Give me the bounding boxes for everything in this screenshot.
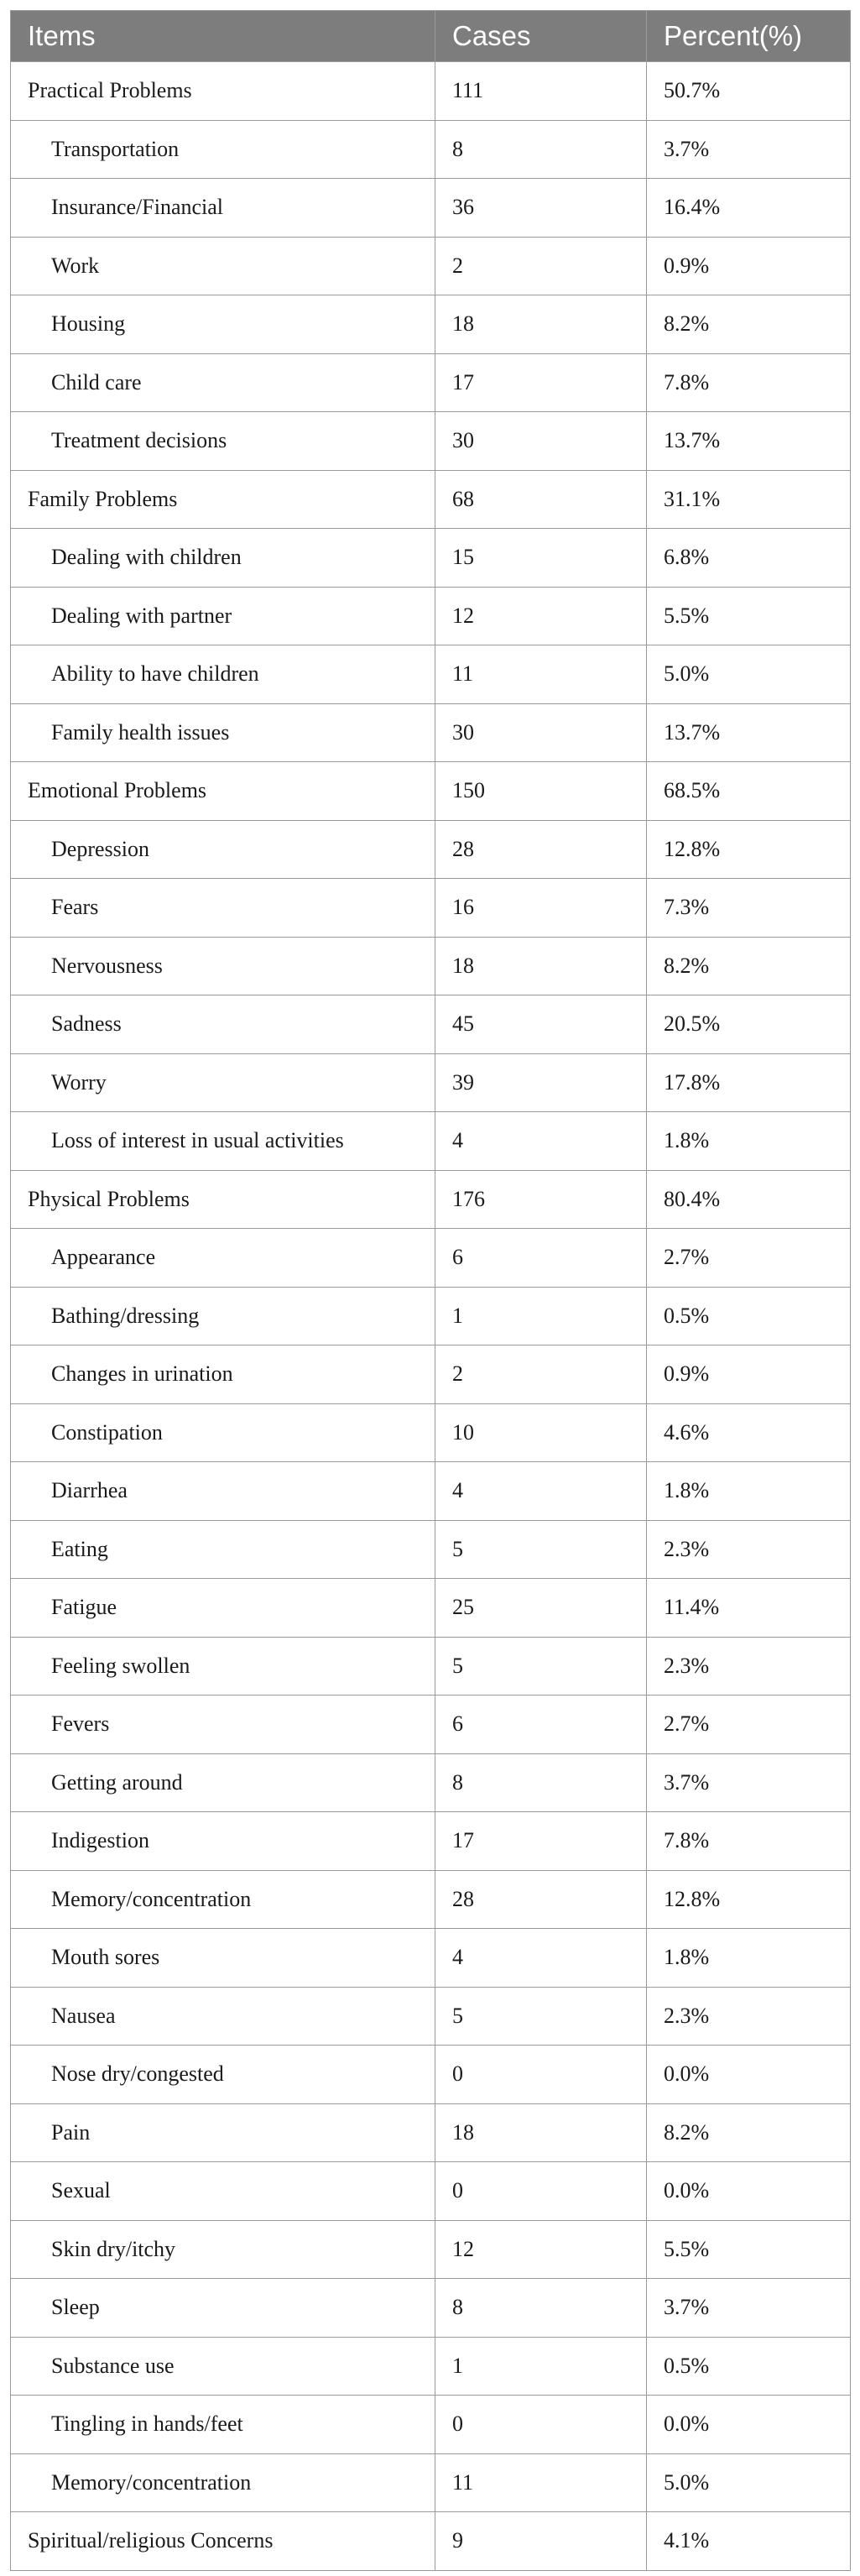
- cases-cell: 11: [435, 645, 647, 704]
- percent-cell: 31.1%: [647, 470, 851, 529]
- subitem-label: Dealing with partner: [11, 587, 435, 645]
- cases-cell: 0: [435, 2396, 647, 2454]
- cases-cell: 2: [435, 237, 647, 295]
- subitem-label: Child care: [11, 353, 435, 412]
- cases-cell: 30: [435, 703, 647, 762]
- percent-cell: 7.8%: [647, 1812, 851, 1871]
- percent-cell: 0.0%: [647, 2162, 851, 2221]
- percent-cell: 12.8%: [647, 820, 851, 879]
- percent-cell: 20.5%: [647, 995, 851, 1054]
- percent-cell: 7.8%: [647, 353, 851, 412]
- table-row: [11, 1403, 851, 1462]
- cases-cell: 150: [435, 762, 647, 821]
- table-row: [11, 2396, 851, 2454]
- table-row: [11, 1112, 851, 1171]
- cases-cell: 12: [435, 2220, 647, 2279]
- table-row: [11, 1637, 851, 1696]
- subitem-label: Transportation: [11, 120, 435, 179]
- subitem-label: Family health issues: [11, 703, 435, 762]
- table-row: [11, 237, 851, 295]
- table-row: [11, 1812, 851, 1871]
- cases-cell: 18: [435, 295, 647, 354]
- cases-cell: 5: [435, 1520, 647, 1579]
- cases-cell: 28: [435, 820, 647, 879]
- table-body: [11, 62, 851, 2571]
- cases-cell: 4: [435, 1462, 647, 1521]
- subitem-label: Constipation: [11, 1403, 435, 1462]
- cases-cell: 30: [435, 412, 647, 471]
- table-row: [11, 762, 851, 821]
- subitem-label: Work: [11, 237, 435, 295]
- cases-cell: 2: [435, 1345, 647, 1404]
- cases-cell: 15: [435, 529, 647, 588]
- table-row: [11, 1696, 851, 1754]
- table-row: [11, 412, 851, 471]
- table-row: [11, 2279, 851, 2338]
- subitem-label: Insurance/Financial: [11, 179, 435, 238]
- cases-cell: 36: [435, 179, 647, 238]
- percent-cell: 4.6%: [647, 1403, 851, 1462]
- table-row: [11, 179, 851, 238]
- percent-cell: 7.3%: [647, 879, 851, 938]
- header-percent: Percent(%): [647, 11, 851, 62]
- percent-cell: 5.0%: [647, 2453, 851, 2512]
- percent-cell: 1.8%: [647, 1462, 851, 1521]
- category-label: Spiritual/religious Concerns: [11, 2512, 435, 2571]
- category-label: Emotional Problems: [11, 762, 435, 821]
- subitem-label: Memory/concentration: [11, 2453, 435, 2512]
- percent-cell: 8.2%: [647, 295, 851, 354]
- subitem-label: Mouth sores: [11, 1929, 435, 1988]
- percent-cell: 12.8%: [647, 1870, 851, 1929]
- subitem-label: Diarrhea: [11, 1462, 435, 1521]
- subitem-label: Getting around: [11, 1753, 435, 1812]
- table-row: [11, 2046, 851, 2104]
- cases-cell: 9: [435, 2512, 647, 2571]
- percent-cell: 0.0%: [647, 2396, 851, 2454]
- percent-cell: 1.8%: [647, 1112, 851, 1171]
- table-row: [11, 1053, 851, 1112]
- table-row: [11, 295, 851, 354]
- percent-cell: 0.9%: [647, 237, 851, 295]
- cases-cell: 8: [435, 120, 647, 179]
- table-row: [11, 120, 851, 179]
- subitem-label: Nausea: [11, 1987, 435, 2046]
- table-row: [11, 1929, 851, 1988]
- percent-cell: 2.7%: [647, 1696, 851, 1754]
- cases-cell: 8: [435, 1753, 647, 1812]
- table-row: [11, 645, 851, 704]
- percent-cell: 16.4%: [647, 179, 851, 238]
- percent-cell: 11.4%: [647, 1579, 851, 1638]
- table-row: [11, 529, 851, 588]
- cases-cell: 16: [435, 879, 647, 938]
- cases-cell: 0: [435, 2046, 647, 2104]
- cases-cell: 10: [435, 1403, 647, 1462]
- cases-cell: 6: [435, 1696, 647, 1754]
- cases-cell: 1: [435, 2337, 647, 2396]
- cases-cell: 17: [435, 1812, 647, 1871]
- problems-table: [10, 10, 851, 2571]
- subitem-label: Tingling in hands/feet: [11, 2396, 435, 2454]
- subitem-label: Changes in urination: [11, 1345, 435, 1404]
- subitem-label: Fevers: [11, 1696, 435, 1754]
- percent-cell: 5.5%: [647, 2220, 851, 2279]
- subitem-label: Nervousness: [11, 937, 435, 995]
- subitem-label: Ability to have children: [11, 645, 435, 704]
- percent-cell: 3.7%: [647, 120, 851, 179]
- cases-cell: 68: [435, 470, 647, 529]
- subitem-label: Loss of interest in usual activities: [11, 1112, 435, 1171]
- table-row: [11, 2453, 851, 2512]
- subitem-label: Bathing/dressing: [11, 1287, 435, 1345]
- table-row: [11, 2103, 851, 2162]
- cases-cell: 8: [435, 2279, 647, 2338]
- percent-cell: 1.8%: [647, 1929, 851, 1988]
- cases-cell: 39: [435, 1053, 647, 1112]
- cases-cell: 5: [435, 1987, 647, 2046]
- percent-cell: 2.3%: [647, 1637, 851, 1696]
- category-label: Physical Problems: [11, 1170, 435, 1229]
- subitem-label: Depression: [11, 820, 435, 879]
- percent-cell: 17.8%: [647, 1053, 851, 1112]
- table-row: [11, 62, 851, 121]
- percent-cell: 2.3%: [647, 1520, 851, 1579]
- percent-cell: 5.0%: [647, 645, 851, 704]
- percent-cell: 2.7%: [647, 1229, 851, 1288]
- cases-cell: 18: [435, 937, 647, 995]
- subitem-label: Feeling swollen: [11, 1637, 435, 1696]
- cases-cell: 111: [435, 62, 647, 121]
- category-label: Family Problems: [11, 470, 435, 529]
- subitem-label: Housing: [11, 295, 435, 354]
- percent-cell: 5.5%: [647, 587, 851, 645]
- cases-cell: 176: [435, 1170, 647, 1229]
- percent-cell: 13.7%: [647, 412, 851, 471]
- subitem-label: Pain: [11, 2103, 435, 2162]
- subitem-label: Treatment decisions: [11, 412, 435, 471]
- table-row: [11, 1287, 851, 1345]
- table-row: [11, 2337, 851, 2396]
- percent-cell: 80.4%: [647, 1170, 851, 1229]
- table-row: [11, 1753, 851, 1812]
- table-row: [11, 1520, 851, 1579]
- percent-cell: 4.1%: [647, 2512, 851, 2571]
- data-table-container: [10, 10, 850, 2571]
- subitem-label: Memory/concentration: [11, 1870, 435, 1929]
- cases-cell: 28: [435, 1870, 647, 1929]
- subitem-label: Indigestion: [11, 1812, 435, 1871]
- table-row: [11, 1579, 851, 1638]
- cases-cell: 25: [435, 1579, 647, 1638]
- percent-cell: 0.9%: [647, 1345, 851, 1404]
- subitem-label: Appearance: [11, 1229, 435, 1288]
- table-row: [11, 353, 851, 412]
- header-cases: Cases: [435, 11, 647, 62]
- subitem-label: Fatigue: [11, 1579, 435, 1638]
- subitem-label: Dealing with children: [11, 529, 435, 588]
- table-row: [11, 2162, 851, 2221]
- table-row: [11, 1170, 851, 1229]
- percent-cell: 68.5%: [647, 762, 851, 821]
- subitem-label: Eating: [11, 1520, 435, 1579]
- subitem-label: Skin dry/itchy: [11, 2220, 435, 2279]
- table-row: [11, 879, 851, 938]
- cases-cell: 1: [435, 1287, 647, 1345]
- table-row: [11, 2512, 851, 2571]
- header-row: [11, 11, 851, 62]
- percent-cell: 8.2%: [647, 937, 851, 995]
- cases-cell: 11: [435, 2453, 647, 2512]
- subitem-label: Substance use: [11, 2337, 435, 2396]
- subitem-label: Sleep: [11, 2279, 435, 2338]
- table-row: [11, 1462, 851, 1521]
- subitem-label: Worry: [11, 1053, 435, 1112]
- cases-cell: 4: [435, 1112, 647, 1171]
- table-header: [11, 11, 851, 62]
- table-row: [11, 587, 851, 645]
- header-items: Items: [11, 11, 435, 62]
- percent-cell: 3.7%: [647, 1753, 851, 1812]
- cases-cell: 18: [435, 2103, 647, 2162]
- percent-cell: 13.7%: [647, 703, 851, 762]
- subitem-label: Sexual: [11, 2162, 435, 2221]
- percent-cell: 2.3%: [647, 1987, 851, 2046]
- percent-cell: 3.7%: [647, 2279, 851, 2338]
- cases-cell: 12: [435, 587, 647, 645]
- table-row: [11, 1870, 851, 1929]
- percent-cell: 0.5%: [647, 2337, 851, 2396]
- table-row: [11, 820, 851, 879]
- percent-cell: 50.7%: [647, 62, 851, 121]
- table-row: [11, 995, 851, 1054]
- table-row: [11, 1229, 851, 1288]
- cases-cell: 5: [435, 1637, 647, 1696]
- percent-cell: 0.0%: [647, 2046, 851, 2104]
- cases-cell: 0: [435, 2162, 647, 2221]
- percent-cell: 0.5%: [647, 1287, 851, 1345]
- table-row: [11, 937, 851, 995]
- percent-cell: 8.2%: [647, 2103, 851, 2162]
- table-row: [11, 2220, 851, 2279]
- subitem-label: Fears: [11, 879, 435, 938]
- subitem-label: Sadness: [11, 995, 435, 1054]
- subitem-label: Nose dry/congested: [11, 2046, 435, 2104]
- table-row: [11, 470, 851, 529]
- category-label: Practical Problems: [11, 62, 435, 121]
- table-row: [11, 1345, 851, 1404]
- cases-cell: 17: [435, 353, 647, 412]
- cases-cell: 6: [435, 1229, 647, 1288]
- table-row: [11, 1987, 851, 2046]
- cases-cell: 45: [435, 995, 647, 1054]
- percent-cell: 6.8%: [647, 529, 851, 588]
- table-row: [11, 703, 851, 762]
- cases-cell: 4: [435, 1929, 647, 1988]
